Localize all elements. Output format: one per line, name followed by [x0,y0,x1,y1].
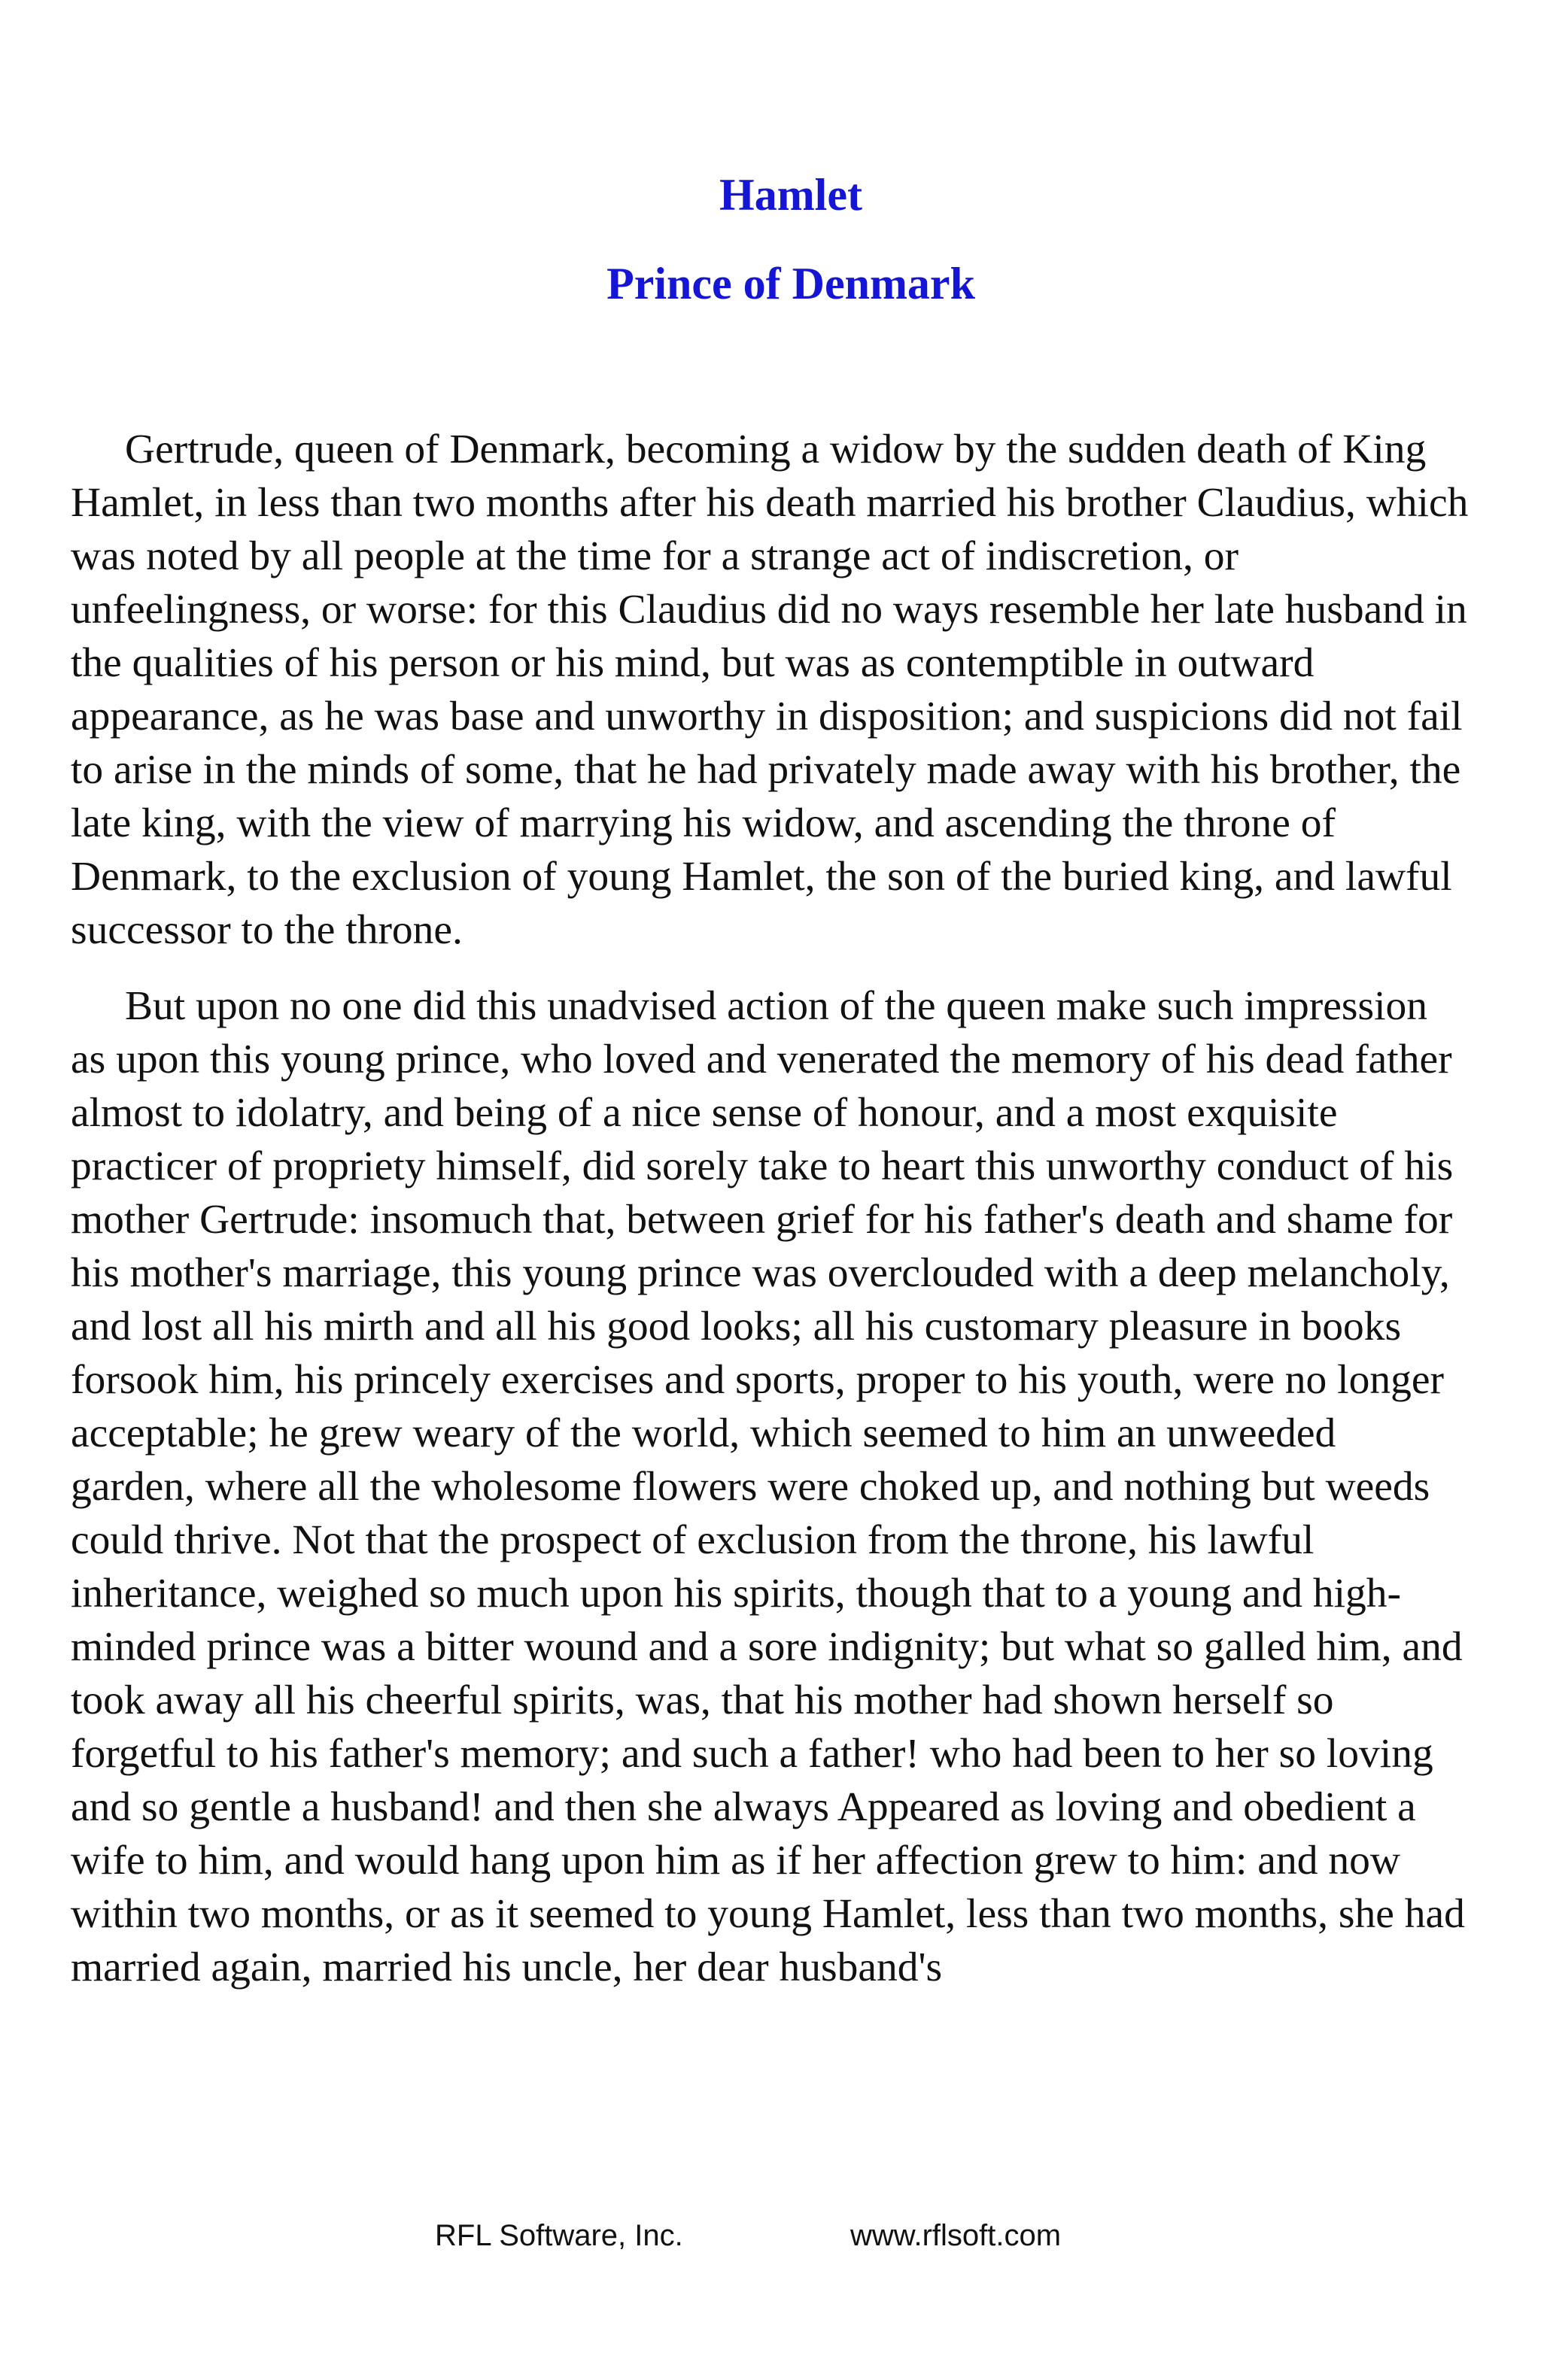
footer-url: www.rflsoft.com [850,2219,1062,2252]
page-footer [0,2219,1541,2264]
title-block [0,150,1541,328]
paragraph-1: Gertrude, queen of Denmark, becoming a widow by the sudden death of King Hamlet, in less than two months after his death married his brother Claudius, which was noted by all people at the time for a strange act of indiscretion, or unfeelingness, or worse: for this Claudius did no ways resemble her late husband in the qualities of his person or his mind, but was as contemptible in outward appearance, as he was base and unworthy in disposition; and suspicions did not fail to arise in the minds of some, that he had privately made away with his brother, the late king, with the view of marrying his widow, and ascending the throne of Denmark, to the exclusion of young Hamlet, the son of the buried king, and lawful successor to the throne. [71,427,1469,953]
footer-company: RFL Software, Inc. [435,2219,683,2252]
document-title: Hamlet [719,170,862,220]
paragraph-2: But upon no one did this unadvised action of the queen make such impression as upon this young prince, who loved and venerated the memory of his dead father almost to idolatry, and being of a nice sense of honour, and a most exquisite practicer of propriety himself, did sorely take to heart this unworthy conduct of his mother Gertrude: insomuch that, between grief for his father's death and shame for his mother's marriage, this young prince was overclouded with a deep melancholy, and lost all his mirth and all his good looks; all his customary pleasure in books forsook him, his princely exercises and sports, proper to his youth, were no longer acceptable; he grew weary of the world, which seemed to him an unweeded garden, where all the wholesome flowers were choked up, and nothing but weeds could thrive. Not that the prospect of exclusion from the throne, his lawful inheritance, weighed so much upon his spirits, though that to a young and high-minded prince was a bitter wound and a sore indignity; but what so galled him, and took away all his cheerful spirits, was, that his mother had shown herself so forgetful to his father's memory; and such a father! who had been to her so loving and so gentle a husband! and then she always Appeared as loving and obedient a wife to him, and would hang upon him as if her affection grew to him: and now within two months, or as it seemed to young Hamlet, less than two months, she had married again, married his uncle, her dear husband's [71,983,1465,1990]
document-body [71,423,1470,2017]
document-subtitle: Prince of Denmark [606,259,975,308]
